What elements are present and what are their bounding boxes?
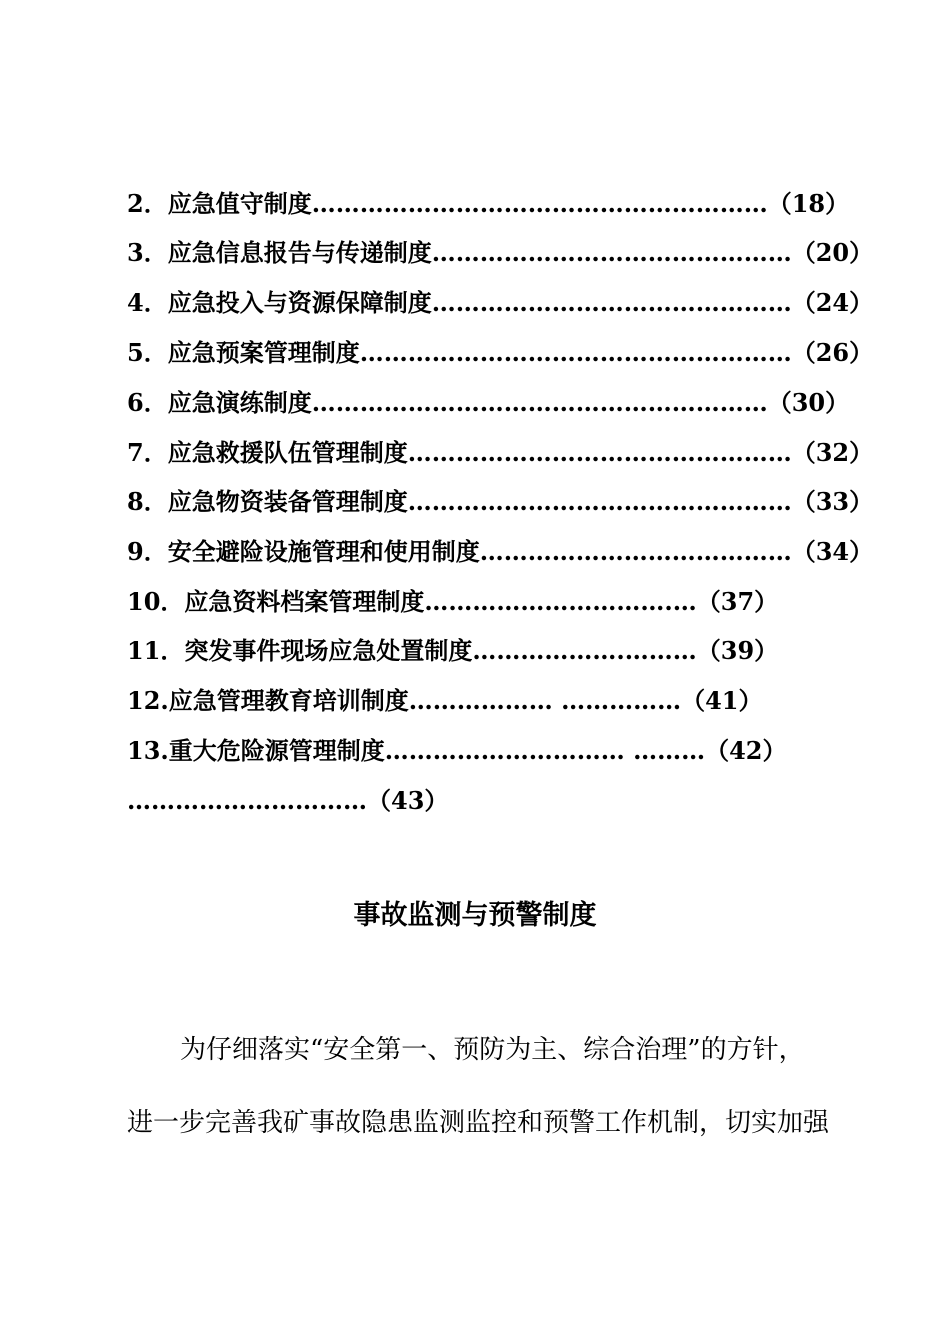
toc-entry: 5．应急预案管理制度………………………………………………（26） — [127, 338, 874, 367]
toc-entry: …………………………（43） — [127, 786, 449, 815]
toc-entry: 11．突发事件现场应急处置制度……………….………（39） — [127, 636, 779, 665]
toc-entry: 12.应急管理教育培训制度……………… ……………（41） — [127, 686, 763, 715]
toc-entry: 4．应急投入与资源保障制度………………………………………（24） — [127, 288, 874, 317]
section-title: 事故监测与预警制度 — [353, 900, 597, 931]
toc-entry: 7．应急救援队伍管理制度…………………………………………（32） — [127, 438, 874, 467]
toc-entry: 2．应急值守制度…………………………………………………（18） — [127, 189, 850, 218]
toc-entry: 6．应急演练制度…………………………………………………（30） — [127, 388, 850, 417]
toc-entry: 8．应急物资装备管理制度…………………………………………（33） — [127, 487, 874, 516]
toc-entry: 10．应急资料档案管理制度………………………….…（37） — [127, 587, 779, 616]
paragraph-line: 为仔细落实“安全第一、预防为主、综合治理”的方针， — [180, 1035, 805, 1065]
toc-entry: 9．安全避险设施管理和使用制度…………………………………（34） — [127, 537, 874, 566]
paragraph-line: 进一步完善我矿事故隐患监测监控和预警工作机制，切实加强 — [127, 1108, 830, 1138]
toc-entry: 13.重大危险源管理制度………………………… ………（42） — [127, 736, 787, 765]
toc-entry: 3．应急信息报告与传递制度………………………………………（20） — [127, 238, 874, 267]
